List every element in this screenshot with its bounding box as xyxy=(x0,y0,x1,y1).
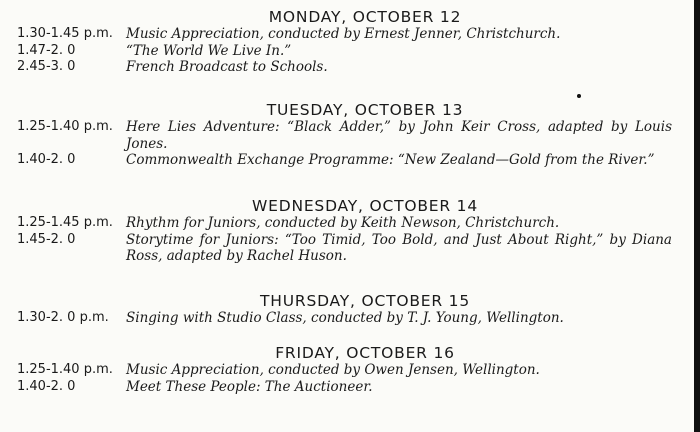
entry-description: French Broadcast to Schools. xyxy=(126,59,328,75)
schedule-entry xyxy=(0,152,690,169)
entry-time: 1.25-1.45 p.m. xyxy=(17,215,113,230)
entry-description: Music Appreciation, conducted by Ernest Jenner, Christchurch. xyxy=(126,26,561,42)
entry-time: 1.30-2. 0 p.m. xyxy=(17,310,109,325)
schedule-entry xyxy=(0,310,690,327)
day-section-friday xyxy=(0,344,690,395)
entry-description: Storytime for Juniors: “Too Timid, Too Bold, and Just About Right,” by Diana Ross, adapted by Rachel Huson. xyxy=(126,231,672,264)
day-heading: THURSDAY, OCTOBER 15 xyxy=(260,292,470,310)
entry-description: Singing with Studio Class, conducted by T. J. Young, Wellington. xyxy=(126,310,564,326)
day-section-wednesday xyxy=(0,197,690,265)
entry-time: 1.45-2. 0 xyxy=(17,231,76,247)
entry-time: 1.25-1.40 p.m. xyxy=(17,362,113,377)
entry-description: Rhythm for Juniors, conducted by Keith Newson, Christchurch. xyxy=(126,215,560,231)
print-speck xyxy=(577,94,581,98)
schedule-entry xyxy=(0,215,690,232)
entry-description: Music Appreciation, conducted by Owen Jensen, Wellington. xyxy=(126,362,540,378)
schedule-entry xyxy=(0,232,690,265)
entry-description: Commonwealth Exchange Programme: “New Zealand—Gold from the River.” xyxy=(126,152,655,168)
schedule-entry xyxy=(0,59,690,76)
entry-time: 2.45-3. 0 xyxy=(17,59,76,74)
page-edge xyxy=(694,0,700,432)
schedule-entry xyxy=(0,119,690,152)
day-section-tuesday xyxy=(0,101,690,169)
entry-description: “The World We Live In.” xyxy=(126,42,292,59)
entry-description: Meet These People: The Auctioneer. xyxy=(126,378,373,395)
schedule-entry xyxy=(0,362,690,379)
schedule-entry xyxy=(0,26,690,43)
day-section-thursday xyxy=(0,292,690,327)
entry-time: 1.40-2. 0 xyxy=(17,152,76,167)
day-heading: TUESDAY, OCTOBER 13 xyxy=(266,101,464,119)
entry-time: 1.25-1.40 p.m. xyxy=(17,119,113,134)
entry-time: 1.30-1.45 p.m. xyxy=(17,26,113,41)
day-section-monday xyxy=(0,8,690,76)
day-heading: MONDAY, OCTOBER 12 xyxy=(268,8,462,26)
schedule-entry xyxy=(0,43,690,60)
entry-time: 1.40-2. 0 xyxy=(17,378,76,394)
day-heading: FRIDAY, OCTOBER 16 xyxy=(275,344,455,362)
entry-time: 1.47-2. 0 xyxy=(17,42,76,58)
entry-description: Here Lies Adventure: “Black Adder,” by John Keir Cross, adapted by Louis Jones. xyxy=(126,119,672,152)
day-heading: WEDNESDAY, OCTOBER 14 xyxy=(251,197,478,215)
schedule-entry xyxy=(0,379,690,396)
